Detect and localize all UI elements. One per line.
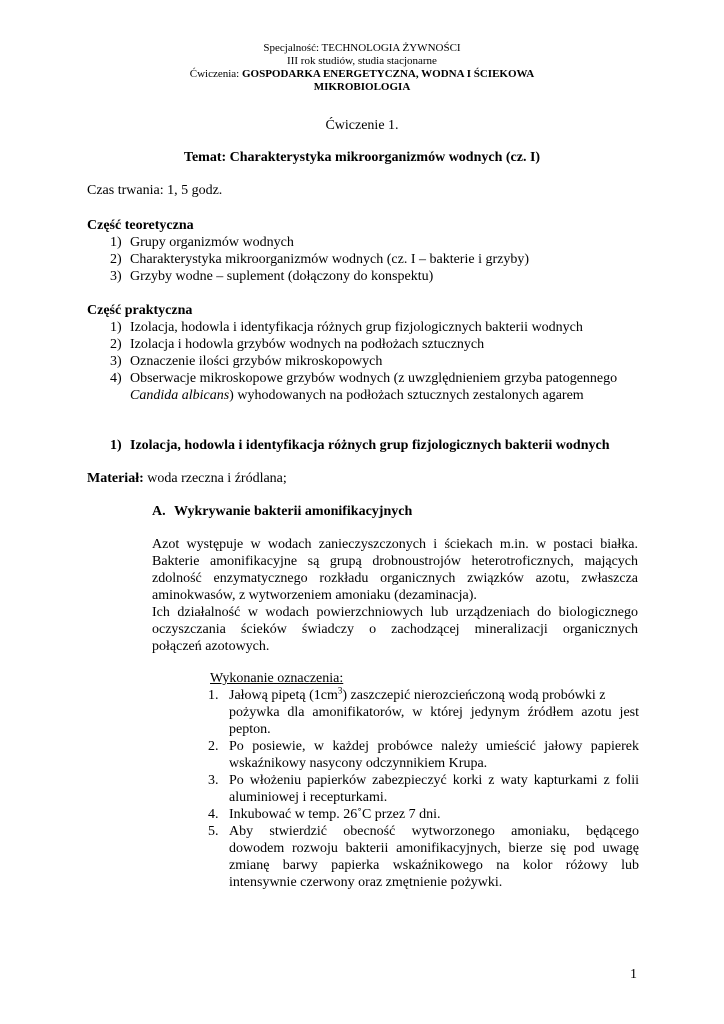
header-course-prefix: Ćwiczenia: [189, 68, 242, 80]
topic-title: Temat: Charakterystyka mikroorganizmów wodnych (cz. I) [183, 150, 541, 165]
header-subject: MIKROBIOLOGIA [313, 81, 411, 93]
practice-item: Izolacja, hodowla i identyfikacja różnych grup fizjologicznych bakterii wodnych [130, 320, 583, 335]
section-title: Izolacja, hodowla i identyfikacja różnych grup fizjologicznych bakterii wodnych [130, 438, 610, 453]
exercise-title: Ćwiczenie 1. [325, 118, 399, 133]
superscript: 3 [337, 685, 343, 696]
practice-item-continuation-text: ) wyhodowanych na podłożach sztucznych zestalonych agarem [229, 388, 584, 403]
theory-item: Charakterystyka mikroorganizmów wodnych (cz. I – bakterie i grzyby) [130, 252, 529, 267]
procedure-heading: Wykonanie oznaczenia: [210, 671, 344, 686]
species-name: Candida albicans [130, 388, 230, 403]
step-text: ) zaszczepić nierozcieńczoną wodą probówki z [342, 688, 606, 703]
practice-item: Obserwacje mikroskopowe grzybów wodnych (z uwzględnieniem grzyba patogennego [130, 371, 618, 386]
subsection-letter: A. [152, 504, 166, 519]
theory-item-num: 2) [110, 252, 122, 267]
practice-item: Izolacja i hodowla grzybów wodnych na podłożach sztucznych [130, 337, 485, 352]
paragraph-line: Bakterie amonifikacyjne są grupą drobnoustrojów heterotroficznych, mających [152, 554, 638, 569]
step-line: wskaźnikowy nasycony odczynnikiem Krupa. [229, 756, 488, 771]
step-number: 2. [208, 739, 219, 754]
step-line: intensywnie czerwony oraz zmętnienie pożywki. [229, 875, 503, 890]
practice-item-num: 1) [110, 320, 122, 335]
step-text-part [229, 687, 606, 704]
material-text: woda rzeczna i źródlana; [143, 471, 287, 486]
step-number: 4. [208, 807, 219, 822]
step-line [229, 687, 639, 704]
theory-item-num: 1) [110, 235, 122, 250]
step-number: 3. [208, 773, 219, 788]
page-number: 1 [630, 967, 637, 982]
step-line: Po włożeniu papierków zabezpieczyć korki z waty kapturkami z folii [229, 773, 639, 788]
practice-item-num: 3) [110, 354, 122, 369]
duration: Czas trwania: 1, 5 godz. [87, 183, 223, 198]
step-line: pepton. [229, 722, 271, 737]
step-line: pożywka dla amonifikatorów, w której jedynym źródłem azotu jest [229, 705, 639, 720]
theory-item-num: 3) [110, 269, 122, 284]
practice-heading: Część praktyczna [87, 303, 193, 318]
step-line: zmianę barwy papierka wskaźnikowego na kolor różowy lub [229, 858, 639, 873]
step-line: aluminiowej i recepturkami. [229, 790, 388, 805]
theory-heading: Część teoretyczna [87, 218, 194, 233]
paragraph-line: połączeń azotowych. [152, 639, 270, 654]
practice-item: Oznaczenie ilości grzybów mikroskopowych [130, 354, 383, 369]
paragraph-line: oczyszczania ścieków świadczy o zachodzącej mineralizacji organicznych [152, 622, 638, 637]
practice-item-continuation [130, 387, 584, 404]
step-line: dowodem rozwoju bakterii amonifikacyjnych, bierze się pod uwagę [229, 841, 639, 856]
header-specialty: Specjalność: TECHNOLOGIA ŻYWNOŚCI [263, 42, 461, 54]
paragraph-line: Ich działalność w wodach powierzchniowych lub urządzeniach do biologicznego [152, 605, 638, 620]
subsection-title: Wykrywanie bakterii amonifikacyjnych [174, 504, 413, 519]
material-line [87, 470, 287, 487]
paragraph-line: zdolność enzymatycznego rozkładu organicznych związków azotu, zwłaszcza [152, 571, 638, 586]
theory-item: Grzyby wodne – suplement (dołączony do konspektu) [130, 269, 434, 284]
step-line: Inkubować w temp. 26˚C przez 7 dni. [229, 807, 441, 822]
step-line: Po posiewie, w każdej probówce należy umieścić jałowy papierek [229, 739, 639, 754]
header-year: III rok studiów, studia stacjonarne [287, 55, 437, 67]
practice-item-num: 4) [110, 371, 122, 386]
material-label: Materiał: [87, 471, 144, 486]
step-number: 5. [208, 824, 219, 839]
practice-item-num: 2) [110, 337, 122, 352]
step-text: Jałową pipetą (1cm [229, 688, 338, 703]
paragraph-line: aminokwasów, z wytworzeniem amoniaku (dezaminacja). [152, 588, 477, 603]
paragraph-line: Azot występuje w wodach zanieczyszczonych i ściekach m.in. w postaci białka. [152, 537, 638, 552]
step-number: 1. [208, 688, 219, 703]
step-line: Aby stwierdzić obecność wytworzonego amoniaku, będącego [229, 824, 639, 839]
header-course-name: GOSPODARKA ENERGETYCZNA, WODNA I ŚCIEKOWA [241, 68, 535, 80]
header-course [0, 68, 724, 81]
section-number: 1) [110, 438, 122, 453]
theory-item: Grupy organizmów wodnych [130, 235, 294, 250]
